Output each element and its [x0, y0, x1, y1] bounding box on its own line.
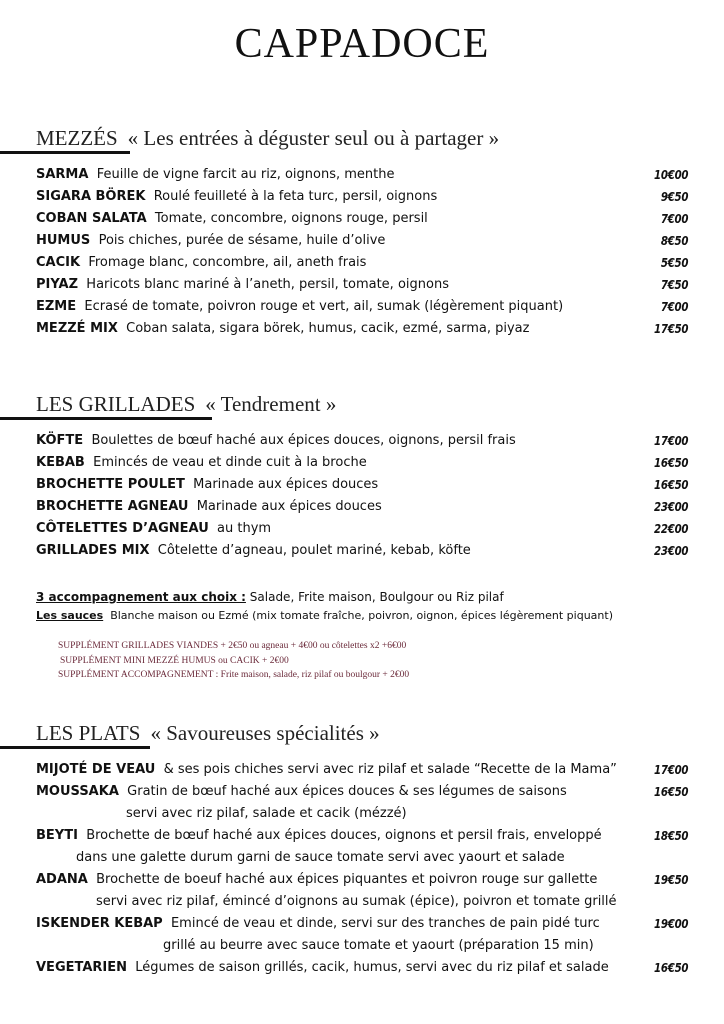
menu-item — [0, 230, 724, 252]
heading-rule — [0, 151, 130, 154]
supplement-line: SUPPLÉMENT MINI MEZZÉ HUMUS ou CACIK + 2€00 — [60, 656, 289, 666]
item-description-continued: dans une galette durum garni de sauce tomate servi avec yaourt et salade — [76, 850, 565, 865]
menu-item — [0, 496, 724, 518]
item-name: ISKENDER KEBAP — [36, 916, 163, 931]
item-description: Fromage blanc, concombre, ail, aneth frais — [88, 255, 367, 270]
item-description: Feuille de vigne farcit au riz, oignons, menthe — [96, 167, 395, 182]
item-name: ADANA — [36, 872, 88, 887]
item-price: 23€00 — [653, 500, 688, 514]
item-name: BROCHETTE AGNEAU — [36, 499, 189, 514]
section-grillades — [0, 386, 724, 562]
section-tagline: « Tendrement » — [205, 392, 337, 416]
supplement-line: SUPPLÉMENT GRILLADES VIANDES + 2€50 ou agneau + 4€00 ou côtelettes x2 +6€00 — [58, 641, 407, 651]
section-heading — [0, 715, 724, 751]
item-description: Côtelette d’agneau, poulet mariné, kebab, köfte — [157, 543, 471, 558]
menu-item — [0, 957, 724, 979]
item-price: 17€50 — [653, 322, 688, 336]
item-description: Brochette de boeuf haché aux épices piquantes et poivron rouge sur gallette — [96, 872, 598, 887]
item-name: KÖFTE — [36, 433, 84, 448]
item-name: MIJOTÉ DE VEAU — [36, 762, 156, 777]
sauces-text: Blanche maison ou Ezmé (mix tomate fraîche, poivron, oignon, épices légèrement piquant) — [110, 609, 613, 622]
item-description: Haricots blanc mariné à l’aneth, persil, tomate, oignons — [86, 277, 449, 292]
item-name: PIYAZ — [36, 277, 79, 292]
item-name: SARMA — [36, 167, 89, 182]
section-tagline: « Savoureuses spécialités » — [150, 721, 380, 745]
item-description: Marinade aux épices douces — [193, 477, 379, 492]
menu-item — [0, 296, 724, 318]
accomp-label: 3 accompagnement aux choix : — [36, 590, 246, 604]
item-name: CACIK — [36, 255, 81, 270]
item-price: 19€50 — [653, 873, 688, 887]
menu-item — [0, 252, 724, 274]
section-plats — [0, 715, 724, 979]
item-description: Ecrasé de tomate, poivron rouge et vert, ail, sumak (légèrement piquant) — [84, 299, 564, 314]
item-name: VEGETARIEN — [36, 960, 128, 975]
item-price: 8€50 — [660, 234, 688, 248]
section-name: LES GRILLADES — [36, 392, 196, 416]
menu-item — [0, 540, 724, 562]
accomp-text: Salade, Frite maison, Boulgour ou Riz pilaf — [249, 590, 504, 604]
item-name: KEBAB — [36, 455, 85, 470]
menu-item — [0, 825, 724, 869]
item-price: 18€50 — [653, 829, 688, 843]
section-tagline: « Les entrées à déguster seul ou à partager » — [127, 126, 500, 150]
item-name: BROCHETTE POULET — [36, 477, 185, 492]
item-price: 19€00 — [653, 917, 688, 931]
item-price: 10€00 — [653, 168, 688, 182]
heading-rule — [0, 417, 212, 420]
sauces-label: Les sauces — [36, 609, 104, 622]
item-name: COBAN SALATA — [36, 211, 147, 226]
item-description: au thym — [217, 521, 272, 536]
item-description: Emincés de veau et dinde cuit à la broche — [93, 455, 367, 470]
item-description: Pois chiches, purée de sésame, huile d’olive — [98, 233, 386, 248]
sauces-note — [36, 609, 613, 622]
item-price: 5€50 — [660, 256, 688, 270]
item-price: 17€00 — [653, 434, 688, 448]
item-description: Gratin de bœuf haché aux épices douces & ses légumes de saisons — [127, 784, 567, 799]
menu-item — [0, 759, 724, 781]
item-description: Brochette de bœuf haché aux épices douces, oignons et persil frais, enveloppé — [86, 828, 602, 843]
item-name: SIGARA BÖREK — [36, 189, 146, 204]
menu-item — [0, 474, 724, 496]
item-price: 16€50 — [653, 961, 688, 975]
item-description: Emincé de veau et dinde, servi sur des tranches de pain pidé turc — [170, 916, 600, 931]
menu-item — [0, 318, 724, 340]
menu-item — [0, 781, 724, 825]
menu-item — [0, 452, 724, 474]
item-name: HUMUS — [36, 233, 91, 248]
item-price: 23€00 — [653, 544, 688, 558]
item-description: Coban salata, sigara börek, humus, cacik, ezmé, sarma, piyaz — [126, 321, 530, 336]
item-description: & ses pois chiches servi avec riz pilaf et salade “Recette de la Mama” — [163, 762, 617, 777]
item-description-continued: servi avec riz pilaf, émincé d’oignons au sumak (épice), poivron et tomate grillé — [96, 894, 617, 909]
item-description-continued: servi avec riz pilaf, salade et cacik (mézzé) — [126, 806, 407, 821]
section-name: LES PLATS — [36, 721, 141, 745]
menu-item — [0, 518, 724, 540]
item-name: EZME — [36, 299, 77, 314]
item-name: GRILLADES MIX — [36, 543, 150, 558]
item-description: Marinade aux épices douces — [196, 499, 382, 514]
item-name: MOUSSAKA — [36, 784, 119, 799]
item-price: 16€50 — [653, 785, 688, 799]
section-heading — [0, 386, 724, 422]
accompaniment-note — [36, 590, 504, 604]
item-description: Tomate, concombre, oignons rouge, persil — [154, 211, 428, 226]
menu-item — [0, 913, 724, 957]
section-name: MEZZÉS — [36, 126, 118, 150]
item-price: 16€50 — [653, 456, 688, 470]
section-heading — [0, 120, 724, 156]
item-name: BEYTI — [36, 828, 78, 843]
heading-rule — [0, 746, 150, 749]
menu-item — [0, 430, 724, 452]
item-description: Boulettes de bœuf haché aux épices douces, oignons, persil frais — [91, 433, 516, 448]
item-price: 17€00 — [653, 763, 688, 777]
menu-item — [0, 208, 724, 230]
menu-item — [0, 164, 724, 186]
item-description-continued: grillé au beurre avec sauce tomate et yaourt (préparation 15 min) — [163, 938, 594, 953]
item-price: 7€00 — [660, 212, 688, 226]
section-mezzes — [0, 120, 724, 340]
item-name: CÔTELETTES D’AGNEAU — [36, 521, 209, 536]
item-price: 7€50 — [660, 278, 688, 292]
item-price: 7€00 — [660, 300, 688, 314]
item-name: MEZZÉ MIX — [36, 321, 118, 336]
item-price: 9€50 — [660, 190, 688, 204]
menu-item — [0, 186, 724, 208]
menu-item — [0, 274, 724, 296]
item-description: Roulé feuilleté à la feta turc, persil, oignons — [153, 189, 438, 204]
item-description: Légumes de saison grillés, cacik, humus, servi avec du riz pilaf et salade — [135, 960, 609, 975]
supplement-line: SUPPLÉMENT ACCOMPAGNEMENT : Frite maison, salade, riz pilaf ou boulgour + 2€00 — [58, 670, 410, 680]
menu-item — [0, 869, 724, 913]
item-price: 16€50 — [653, 478, 688, 492]
restaurant-title: CAPPADOCE — [234, 21, 490, 67]
item-price: 22€00 — [653, 522, 688, 536]
